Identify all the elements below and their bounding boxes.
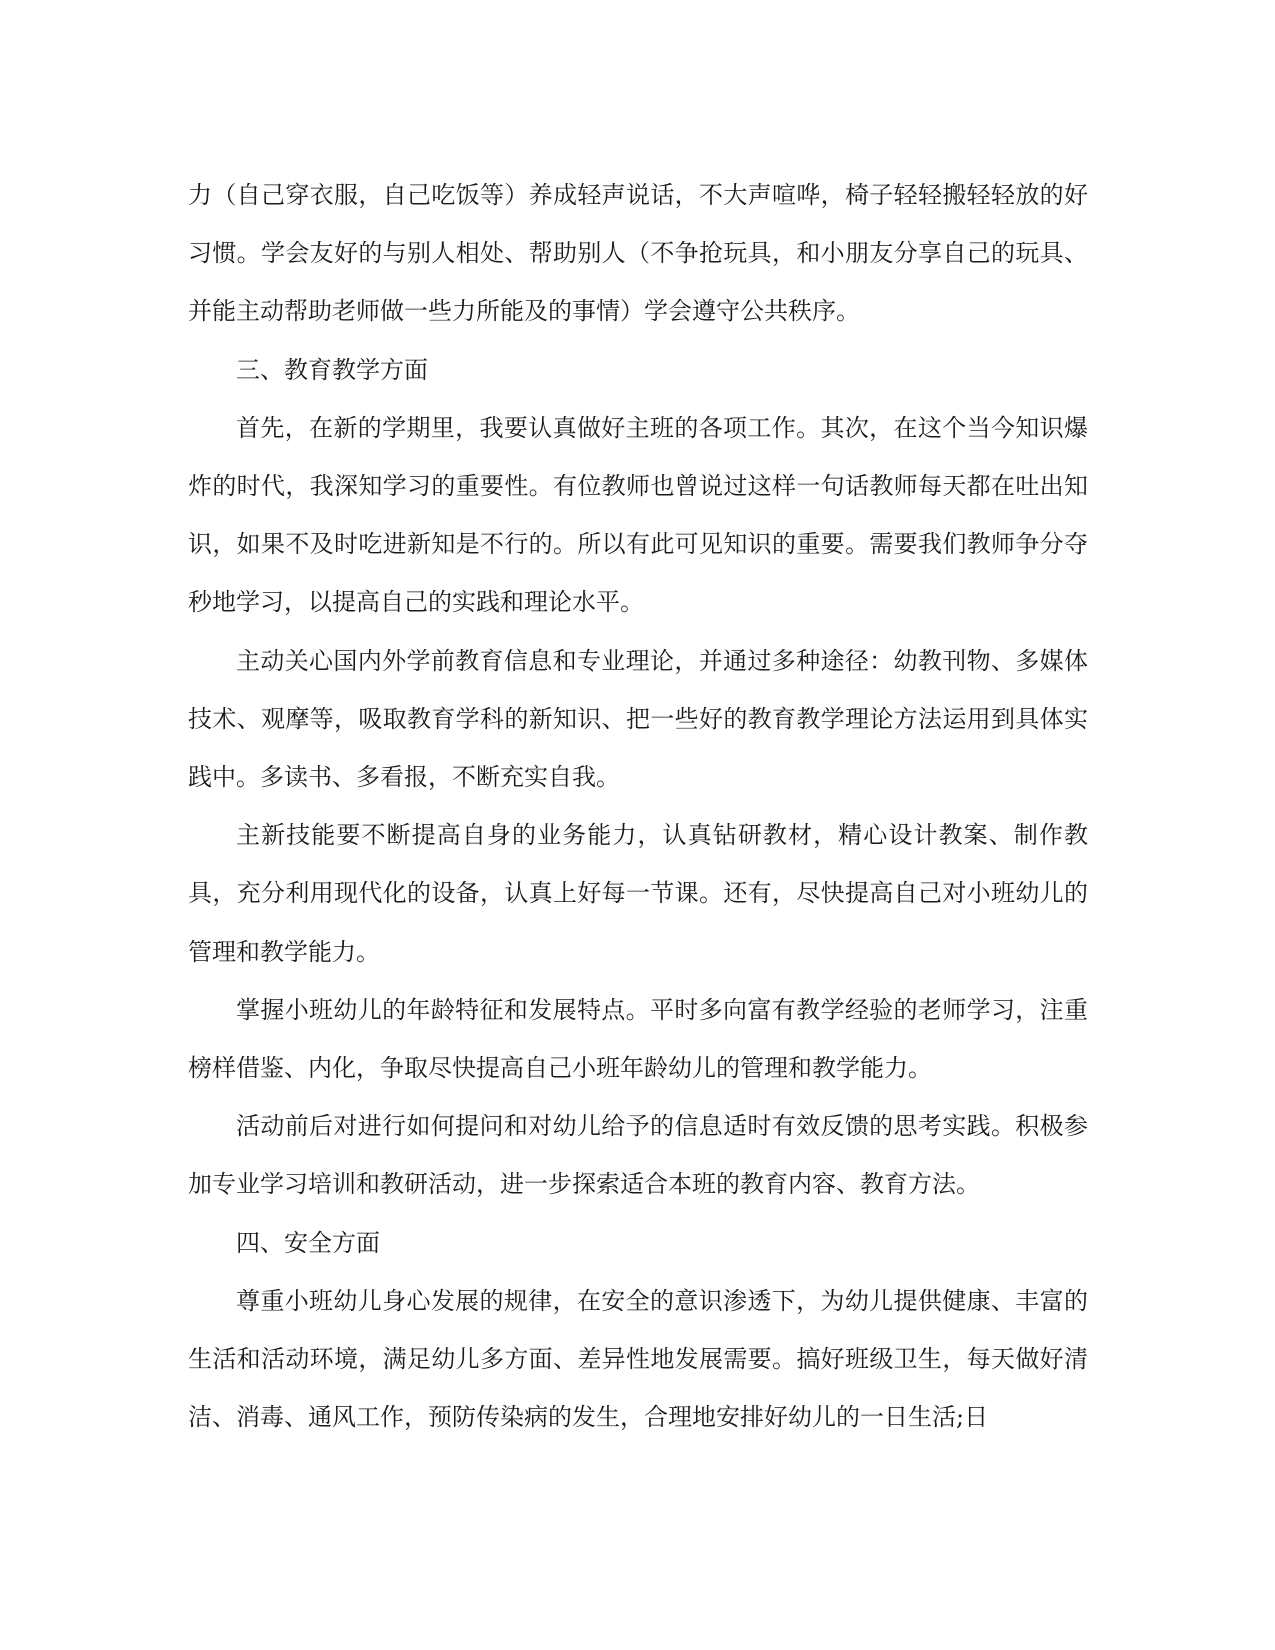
paragraph-activities: 活动前后对进行如何提问和对幼儿给予的信息适时有效反馈的思考实践。积极参加专业学习培训和教研活动，进一步探索适合本班的教育内容、教育方法。 [188, 1112, 1088, 1199]
paragraph-continuation: 力（自己穿衣服，自己吃饭等）养成轻声说话，不大声喧哗，椅子轻轻搬轻轻放的好习惯。学会友好的与别人相处、帮助别人（不争抢玩具，和小朋友分享自己的玩具、并能主动帮助老师做一些力所能及的事情）学会遵守公共秩序。 [188, 181, 1088, 326]
document-body [188, 166, 1088, 1446]
section-heading-teaching: 三、教育教学方面 [236, 355, 428, 384]
section-heading-safety: 四、安全方面 [236, 1228, 380, 1257]
paragraph-child-development: 掌握小班幼儿的年龄特征和发展特点。平时多向富有教学经验的老师学习，注重榜样借鉴、内化，争取尽快提高自己小班年龄幼儿的管理和教学能力。 [188, 995, 1088, 1083]
paragraph-safety: 尊重小班幼儿身心发展的规律，在安全的意识渗透下，为幼儿提供健康、丰富的生活和活动环境，满足幼儿多方面、差异性地发展需要。搞好班级卫生，每天做好清洁、消毒、通风工作，预防传染病的发生，合理地安排好幼儿的一日生活;日 [188, 1286, 1088, 1432]
paragraph-skills: 主新技能要不断提高自身的业务能力，认真钻研教材，精心设计教案、制作教具，充分利用现代化的设备，认真上好每一节课。还有，尽快提高自己对小班幼儿的管理和教学能力。 [188, 821, 1088, 966]
paragraph-theory: 主动关心国内外学前教育信息和专业理论，并通过多种途径：幼教刊物、多媒体技术、观摩等，吸取教育学科的新知识、把一些好的教育教学理论方法运用到具体实践中。多读书、多看报，不断充实自我。 [188, 646, 1088, 792]
paragraph-learning: 首先，在新的学期里，我要认真做好主班的各项工作。其次，在这个当今知识爆炸的时代，我深知学习的重要性。有位教师也曾说过这样一句话教师每天都在吐出知识，如果不及时吃进新知是不行的。所以有此可见知识的重要。需要我们教师争分夺秒地学习，以提高自己的实践和理论水平。 [188, 413, 1088, 617]
